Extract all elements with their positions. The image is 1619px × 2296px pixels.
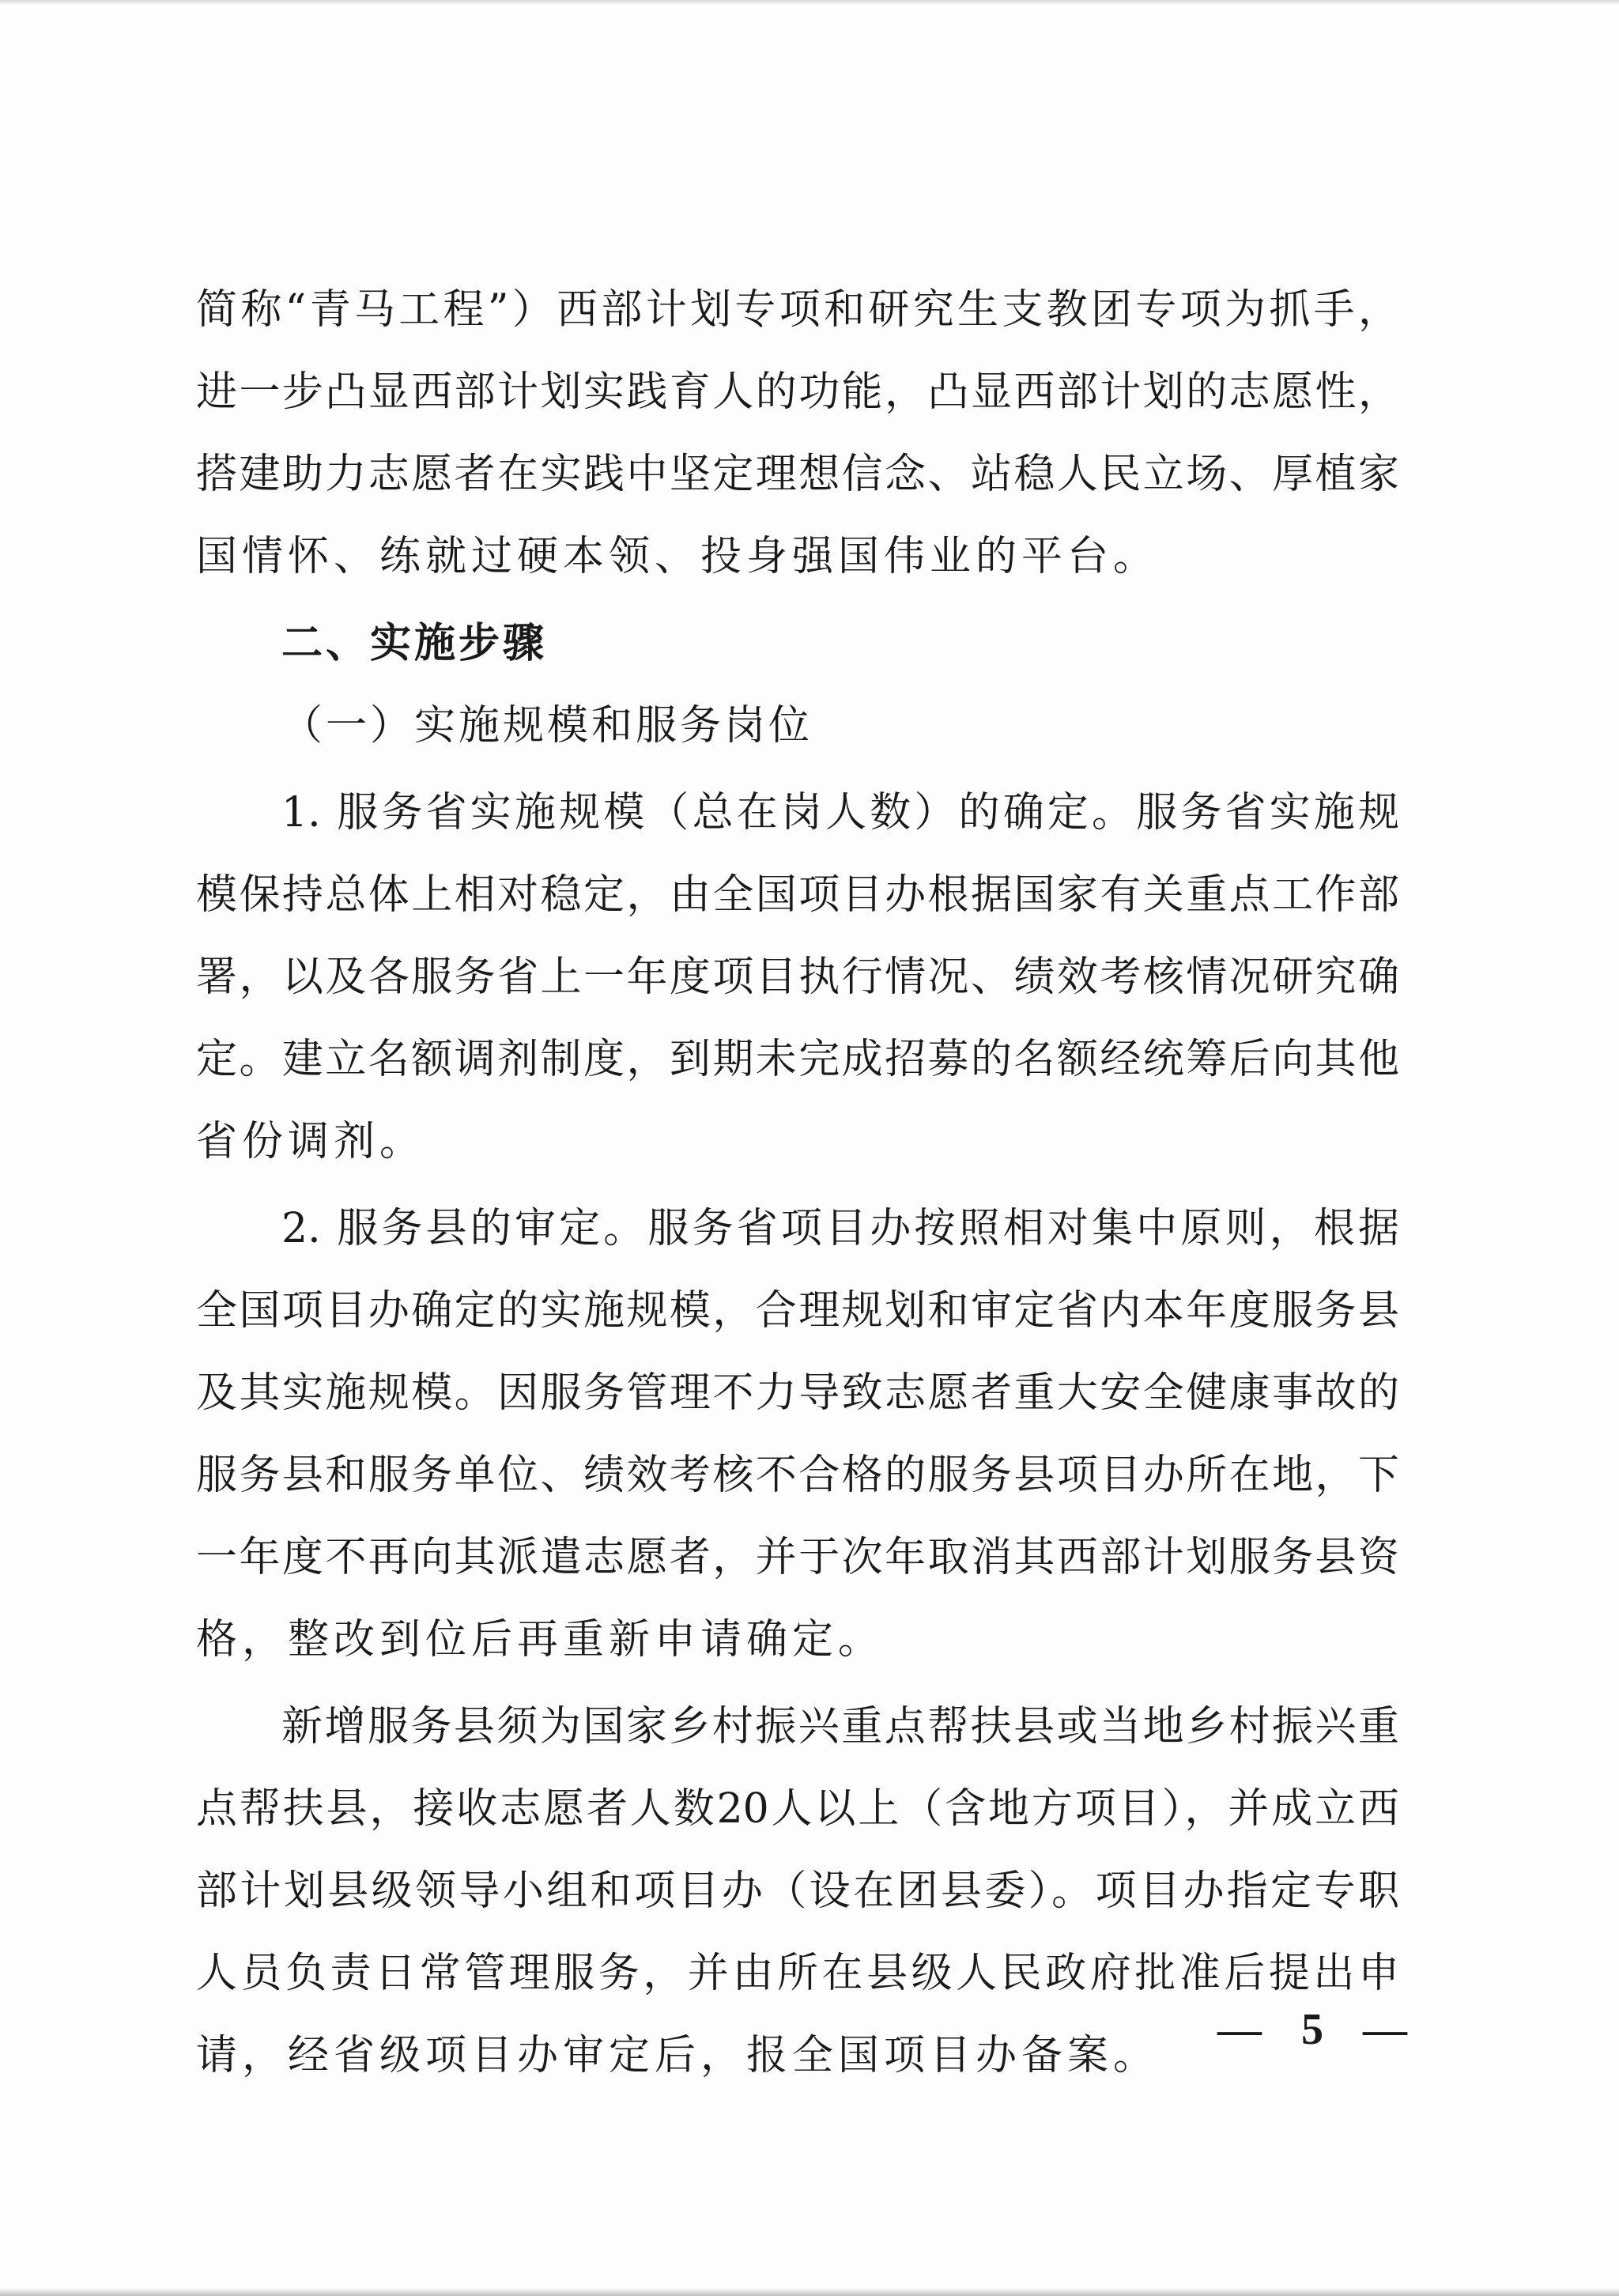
page-number: — 5 — — [1217, 2005, 1421, 2054]
document-body — [196, 269, 1399, 2097]
paragraph-line: 部计划县级领导小组和项目办（设在团县委）。项目办指定专职 — [196, 1867, 1399, 1915]
paragraph-line: 服务县和服务单位、绩效考核不合格的服务县项目办所在地，下 — [196, 1452, 1399, 1499]
paragraph-line: 全国项目办确定的实施规模，合理规划和审定省内本年度服务县 — [196, 1287, 1399, 1335]
scan-top-edge — [0, 0, 1619, 5]
paragraph-line: 点帮扶县，接收志愿者人数20人以上（含地方项目），并成立西 — [196, 1785, 1399, 1833]
paragraph-line: 格，整改到位后再重新申请确定。 — [196, 1616, 885, 1663]
paragraph-line: 人员负责日常管理服务，并由所在县级人民政府批准后提出申 — [196, 1950, 1399, 1997]
paragraph-line: 2. 服务县的审定。服务省项目办按照相对集中原则，根据 — [281, 1205, 1399, 1252]
body-line: 国情怀、练就过硬本领、投身强国伟业的平台。 — [196, 533, 1160, 580]
paragraph-line: 请，经省级项目办审定后，报全国项目办备案。 — [196, 2032, 1160, 2079]
subsection-heading: （一）实施规模和服务岗位 — [281, 702, 813, 750]
paragraph-line: 模保持总体上相对稳定，由全国项目办根据国家有关重点工作部 — [196, 871, 1399, 919]
paragraph-line: 及其实施规模。因服务管理不力导致志愿者重大安全健康事故的 — [196, 1369, 1399, 1417]
paragraph-line: 定。建立名额调剂制度，到期未完成招募的名额经统筹后向其他 — [196, 1036, 1399, 1083]
paragraph-line: 省份调剂。 — [196, 1118, 426, 1165]
body-line: 搭建助力志愿者在实践中坚定理想信念、站稳人民立场、厚植家 — [196, 451, 1399, 498]
section-heading: 二、实施步骤 — [281, 620, 548, 667]
scan-bottom-edge — [0, 2288, 1619, 2296]
paragraph-line: 1. 服务省实施规模（总在岗人数）的确定。服务省实施规 — [281, 789, 1399, 836]
paragraph-line: 署，以及各服务省上一年度项目执行情况、绩效考核情况研究确 — [196, 954, 1399, 1001]
body-line: 进一步凸显西部计划实践育人的功能，凸显西部计划的志愿性， — [196, 368, 1399, 416]
paragraph-line: 新增服务县须为国家乡村振兴重点帮扶县或当地乡村振兴重 — [281, 1703, 1399, 1750]
body-line: 简称“青马工程”）西部计划专项和研究生支教团专项为抓手， — [196, 286, 1399, 334]
paragraph-line: 一年度不再向其派遣志愿者，并于次年取消其西部计划服务县资 — [196, 1534, 1399, 1581]
